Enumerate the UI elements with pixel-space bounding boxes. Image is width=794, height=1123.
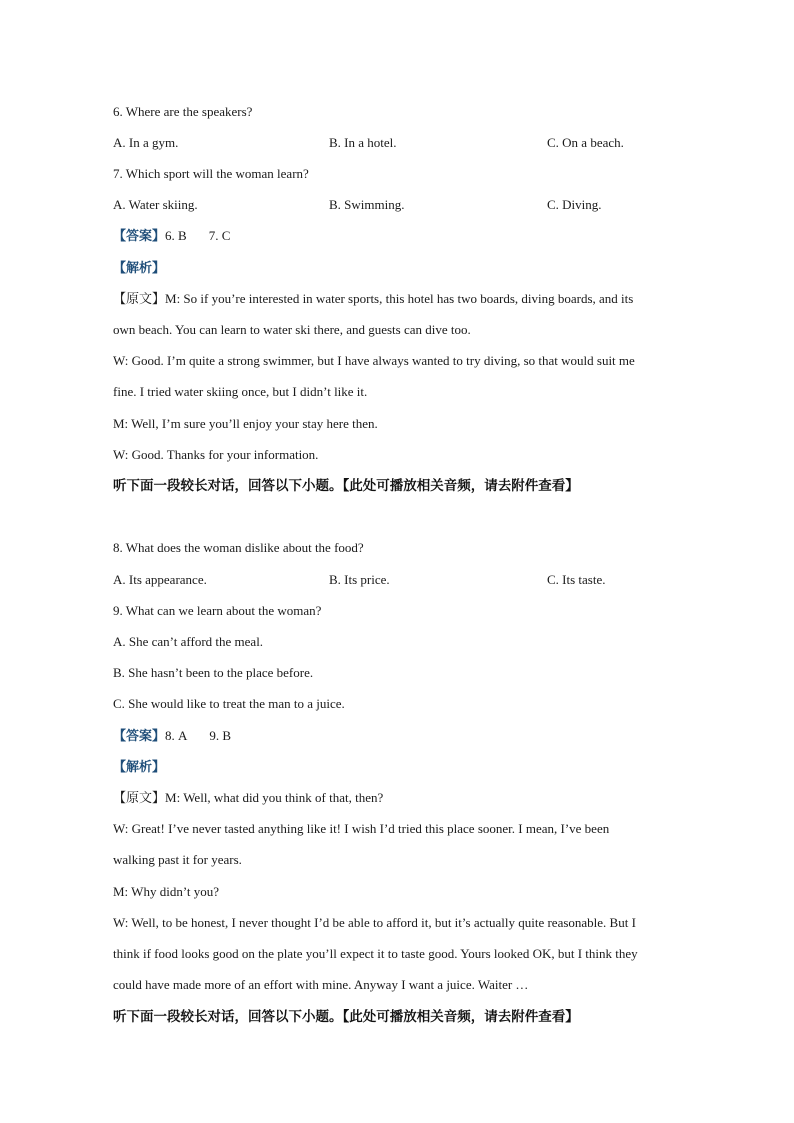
analysis-tag: 【解析】 xyxy=(113,261,166,276)
transcript-2-line-6: think if food looks good on the plate you’ll expect it to taste good. Yours looked OK, but I think they xyxy=(113,946,638,961)
transcript-text: M: So if you’re interested in water sports, this hotel has two boards, diving boards, and its xyxy=(165,291,634,306)
transcript-1-line-1 xyxy=(113,291,633,307)
answer-tag: 【答案】 xyxy=(113,229,166,244)
q6-option-a: A. In a gym. xyxy=(113,135,179,150)
q8-option-b: B. Its price. xyxy=(329,572,390,587)
q7-option-c: C. Diving. xyxy=(547,197,602,212)
transcript-2-line-4: M: Why didn’t you? xyxy=(113,884,220,899)
transcript-2-line-3: walking past it for years. xyxy=(113,852,242,867)
transcript-1-line-6: W: Good. Thanks for your information. xyxy=(113,447,319,462)
q9-option-b: B. She hasn’t been to the place before. xyxy=(113,665,314,680)
transcript-2-line-5: W: Well, to be honest, I never thought I’d be able to afford it, but it’s actually quite reasonable. But I xyxy=(113,915,636,930)
answer-7: 7. C xyxy=(208,228,231,243)
transcript-2-line-7: could have made more of an effort with mine. Anyway I want a juice. Waiter … xyxy=(113,977,529,992)
transcript-1-line-5: M: Well, I’m sure you’ll enjoy your stay here then. xyxy=(113,416,378,431)
answer-row-1 xyxy=(113,228,230,245)
analysis-tag: 【解析】 xyxy=(113,760,166,775)
answer-tag: 【答案】 xyxy=(113,729,166,744)
transcript-2-line-2: W: Great! I’ve never tasted anything like it! I wish I’d tried this place sooner. I mean, I’ve been xyxy=(113,821,610,836)
question-6: 6. Where are the speakers? xyxy=(113,104,253,119)
transcript-1-line-4: fine. I tried water skiing once, but I didn’t like it. xyxy=(113,384,368,399)
q9-option-c: C. She would like to treat the man to a juice. xyxy=(113,696,345,711)
analysis-row-2 xyxy=(113,759,165,776)
transcript-1-line-3: W: Good. I’m quite a strong swimmer, but I have always wanted to try diving, so that would suit me xyxy=(113,353,635,368)
transcript-tag: 【原文】 xyxy=(113,790,166,805)
q7-option-a: A. Water skiing. xyxy=(113,197,198,212)
q8-option-a: A. Its appearance. xyxy=(113,572,207,587)
listening-instruction-1: 听下面一段较长对话，回答以下小题。【此处可播放相关音频，请去附件查看】 xyxy=(113,478,579,494)
analysis-row-1 xyxy=(113,260,165,277)
transcript-text: M: Well, what did you think of that, then? xyxy=(165,790,384,805)
question-9: 9. What can we learn about the woman? xyxy=(113,603,322,618)
answer-9: 9. B xyxy=(209,728,232,743)
q6-option-c: C. On a beach. xyxy=(547,135,624,150)
transcript-1-line-2: own beach. You can learn to water ski there, and guests can dive too. xyxy=(113,322,471,337)
q6-option-b: B. In a hotel. xyxy=(329,135,397,150)
transcript-tag: 【原文】 xyxy=(113,291,166,306)
answer-8: 8. A xyxy=(165,728,188,743)
q8-option-c: C. Its taste. xyxy=(547,572,606,587)
question-8: 8. What does the woman dislike about the food? xyxy=(113,540,364,555)
answer-6: 6. B xyxy=(165,228,187,243)
q9-option-a: A. She can’t afford the meal. xyxy=(113,634,264,649)
listening-instruction-2: 听下面一段较长对话，回答以下小题。【此处可播放相关音频，请去附件查看】 xyxy=(113,1009,579,1025)
q7-option-b: B. Swimming. xyxy=(329,197,405,212)
transcript-2-line-1 xyxy=(113,790,383,806)
question-7: 7. Which sport will the woman learn? xyxy=(113,166,309,181)
answer-row-2 xyxy=(113,728,231,745)
